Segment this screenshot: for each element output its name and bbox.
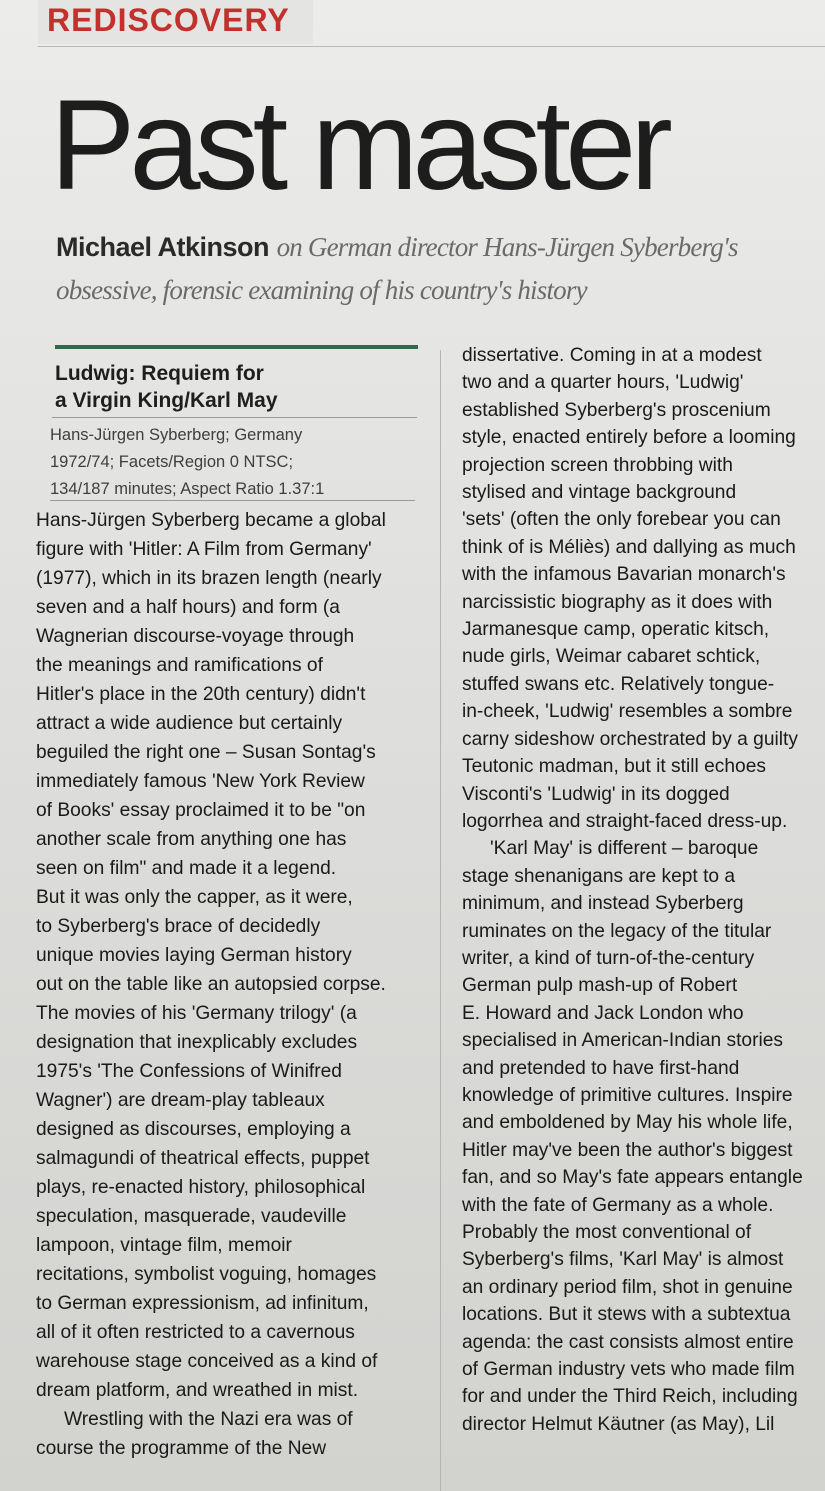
article-line: projection screen throbbing with [462, 454, 733, 476]
article-line: seven and a half hours) and form (a [36, 597, 340, 618]
infobox-meta-line: Hans-Jürgen Syberberg; Germany [50, 426, 303, 444]
article-line: Wagnerian discourse-voyage through [36, 626, 355, 647]
article-line: (1977), which in its brazen length (nearly [36, 568, 382, 589]
article-line: unique movies laying German history [36, 945, 352, 966]
infobox-title [55, 360, 415, 414]
article-line: all of it often restricted to a cavernous [36, 1322, 355, 1343]
article-line: for and under the Third Reich, including [462, 1386, 798, 1408]
deck-line-1: on German director Hans-Jürgen Syberberg's [276, 232, 738, 262]
article-line: salmagundi of theatrical effects, puppet [36, 1148, 370, 1169]
article-line: German pulp mash-up of Robert [462, 975, 738, 997]
article-line: think of is Méliès) and dallying as much [462, 536, 796, 558]
article-line: 'sets' (often the only forebear you can [462, 509, 781, 531]
article-line: Wagner') are dream-play tableaux [36, 1090, 325, 1111]
article-line: 'Karl May' is different – baroque [490, 838, 759, 860]
article-line: 1975's 'The Confessions of Winifred [36, 1061, 342, 1082]
infobox-meta [50, 422, 420, 503]
infobox-meta-line: 134/187 minutes; Aspect Ratio 1.37:1 [50, 480, 325, 498]
article-line: Teutonic madman, but it still echoes [462, 756, 766, 778]
article-line: director Helmut Käutner (as May), Lil [462, 1413, 775, 1435]
article-line: recitations, symbolist voguing, homages [36, 1264, 377, 1285]
article-line: But it was only the capper, as it were, [36, 887, 353, 908]
article-line: established Syberberg's proscenium [462, 399, 771, 421]
article-line: Hitler's place in the 20th century) didn't [36, 684, 366, 705]
article-line: Visconti's 'Ludwig' in its dogged [462, 783, 730, 805]
article-line: in-cheek, 'Ludwig' resembles a sombre [462, 701, 793, 723]
article-column-right [462, 342, 825, 1438]
standfirst [56, 226, 825, 312]
article-line: minimum, and instead Syberberg [462, 893, 744, 915]
article-line: locations. But it stews with a subtextua [462, 1304, 791, 1326]
article-line: Syberberg's films, 'Karl May' is almost [462, 1249, 784, 1271]
infobox-title-line: a Virgin King/Karl May [55, 389, 278, 412]
article-line: speculation, masquerade, vaudeville [36, 1206, 347, 1227]
article-line: carny sideshow orchestrated by a guilty [462, 728, 798, 750]
article-line: The movies of his 'Germany trilogy' (a [36, 1003, 357, 1024]
article-line: plays, re-enacted history, philosophical [36, 1177, 366, 1198]
article-line: writer, a kind of turn-of-the-century [462, 947, 755, 969]
article-line: Probably the most conventional of [462, 1222, 752, 1243]
infobox-rule [55, 345, 418, 349]
article-line: immediately famous 'New York Review [36, 771, 365, 792]
article-line: stage shenanigans are kept to a [462, 865, 736, 887]
article-line: logorrhea and straight-faced dress-up. [462, 810, 788, 832]
article-line: nude girls, Weimar cabaret schtick, [462, 646, 761, 668]
article-line: with the infamous Bavarian monarch's [462, 564, 786, 586]
deck-line-2: obsessive, forensic examining of his country's history [56, 275, 587, 305]
article-line: Hitler may've been the author's biggest [462, 1139, 793, 1161]
article-line: an ordinary period film, shot in genuine [462, 1276, 793, 1298]
article-line: dissertative. Coming in at a modest [462, 345, 762, 366]
infobox-meta-line: 1972/74; Facets/Region 0 NTSC; [50, 453, 294, 471]
article-line: lampoon, vintage film, memoir [36, 1235, 292, 1256]
article-line: E. Howard and Jack London who [462, 1002, 744, 1024]
article-column-left [36, 506, 428, 1463]
article-line: designation that inexplicably excludes [36, 1032, 358, 1053]
article-line: Jarmanesque camp, operatic kitsch, [462, 619, 770, 641]
article-line: ruminates on the legacy of the titular [462, 920, 772, 942]
article-line: stylised and vintage background [462, 482, 737, 504]
author-name: Michael Atkinson [56, 232, 270, 262]
header-rule [38, 46, 825, 47]
column-divider [440, 350, 441, 1491]
article-line: and pretended to have first-hand [462, 1057, 740, 1079]
article-line: with the fate of Germany as a whole. [462, 1194, 774, 1216]
article-line: course the programme of the New [36, 1438, 327, 1459]
article-line: and emboldened by May his whole life, [462, 1112, 793, 1134]
article-line: beguiled the right one – Susan Sontag's [36, 742, 376, 763]
article-line: out on the table like an autopsied corpse. [36, 974, 386, 995]
article-line: warehouse stage conceived as a kind of [36, 1351, 378, 1372]
article-line: another scale from anything one has [36, 829, 347, 850]
article-line: figure with 'Hitler: A Film from Germany' [36, 539, 372, 560]
article-line: stuffed swans etc. Relatively tongue- [462, 673, 775, 695]
article-line: designed as discourses, employing a [36, 1119, 351, 1140]
headline: Past master [50, 74, 667, 217]
article-line: seen on film" and made it a legend. [36, 858, 337, 879]
article-line: the meanings and ramifications of [36, 655, 323, 676]
article-line: specialised in American-Indian stories [462, 1030, 784, 1052]
article-line: attract a wide audience but certainly [36, 713, 343, 734]
article-line: style, enacted entirely before a looming [462, 427, 796, 449]
article-line: to German expressionism, ad infinitum, [36, 1293, 369, 1314]
article-line: to Syberberg's brace of decidedly [36, 916, 321, 937]
article-line: agenda: the cast consists almost entire [462, 1331, 794, 1353]
infobox-divider [52, 417, 417, 418]
infobox-divider [50, 500, 415, 501]
article-line: fan, and so May's fate appears entangle [462, 1167, 803, 1189]
article-line: Hans-Jürgen Syberberg became a global [36, 510, 386, 531]
infobox-title-line: Ludwig: Requiem for [55, 362, 264, 385]
article-line: of Books' essay proclaimed it to be "on [36, 800, 366, 821]
section-label: REDISCOVERY [47, 2, 290, 38]
article-line: two and a quarter hours, 'Ludwig' [462, 372, 744, 394]
article-line: Wrestling with the Nazi era was of [64, 1409, 353, 1430]
article-line: narcissistic biography as it does with [462, 591, 773, 613]
article-line: dream platform, and wreathed in mist. [36, 1380, 359, 1401]
article-line: of German industry vets who made film [462, 1359, 795, 1381]
article-line: knowledge of primitive cultures. Inspire [462, 1084, 793, 1106]
